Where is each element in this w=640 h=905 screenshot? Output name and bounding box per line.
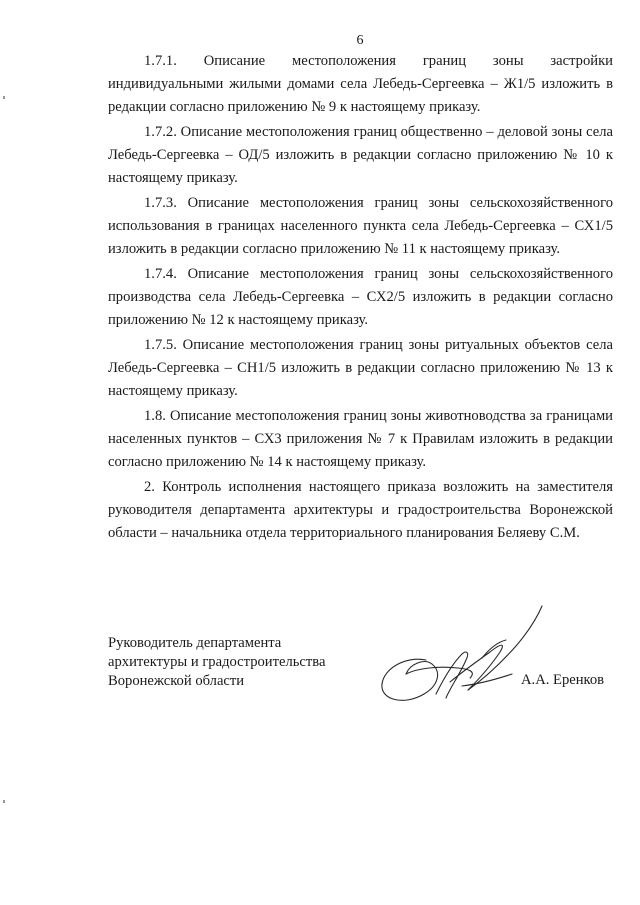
paragraph-1-7-5: 1.7.5. Описание местоположения границ зоны ритуальных объектов села Лебедь-Сергеевка – СН1/5 изложить в редакции согласно приложению № 13 к настоящему приказу. (108, 337, 613, 399)
paragraph-1-7-2: 1.7.2. Описание местоположения границ общественно – деловой зоны села Лебедь-Сергеевка – ОД/5 изложить в редакции согласно приложению № 10 к настоящему приказу. (108, 124, 613, 186)
paragraph-1-7-3: 1.7.3. Описание местоположения границ зоны сельскохозяйственного использования в границах населенного пункта села Лебедь-Сергеевка – СХ1/5 изложить в редакции согласно приложению № 11 к настоящему приказу. (108, 195, 613, 257)
signatory-position-line: Воронежской области (108, 673, 245, 689)
scan-margin-mark (3, 800, 5, 803)
signatory-position-line: Руководитель департамента (108, 635, 282, 651)
handwritten-signature (366, 598, 546, 710)
signatory-position (108, 634, 325, 691)
paragraph-2: 2. Контроль исполнения настоящего приказа возложить на заместителя руководителя департамента архитектуры и градостроительства Воронежской области – начальника отдела территориального планирования Беляеву С.М. (108, 479, 613, 541)
paragraph-1-7-4: 1.7.4. Описание местоположения границ зоны сельскохозяйственного производства села Лебедь-Сергеевка – СХ2/5 изложить в редакции согласно приложению № 12 к настоящему приказу. (108, 266, 613, 328)
scan-margin-mark (3, 96, 5, 99)
page-number: 6 (356, 33, 364, 48)
signatory-name: А.А. Еренков (521, 672, 605, 688)
signatory-position-line: архитектуры и градостроительства (108, 654, 326, 670)
document-body (108, 50, 613, 547)
paragraph-1-8: 1.8. Описание местоположения границ зоны животноводства за границами населенных пунктов – СХ3 приложения № 7 к Правилам изложить в редакции согласно приложению № 14 к настоящему приказу. (108, 408, 613, 470)
paragraph-1-7-1: 1.7.1. Описание местоположения границ зоны застройки индивидуальными жилыми домами села Лебедь-Сергеевка – Ж1/5 изложить в редакции согласно приложению № 9 к настоящему приказу. (108, 53, 613, 115)
